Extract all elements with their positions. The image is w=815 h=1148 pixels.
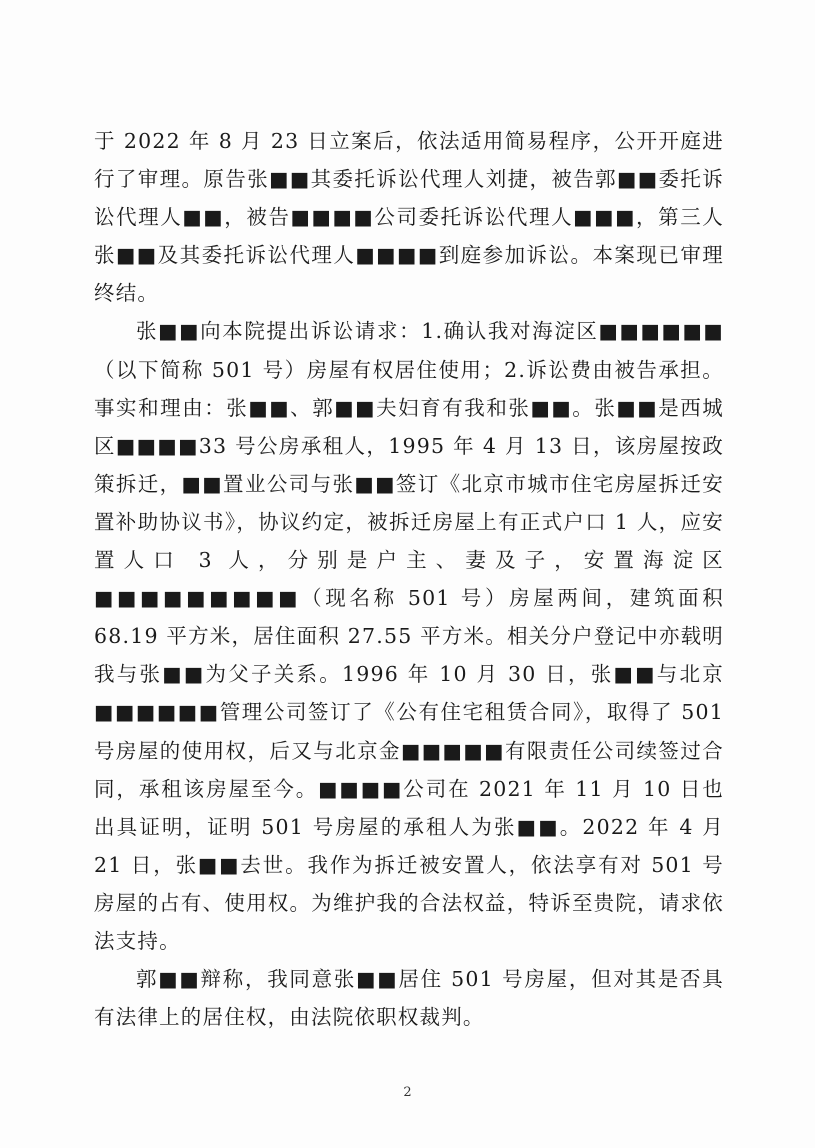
- paragraph-case-intro: 于 2022 年 8 月 23 日立案后，依法适用简易程序，公开开庭进行了审理。原告张■■其委托诉讼代理人刘捷，被告郭■■委托诉讼代理人■■，被告■■■■公司委托诉讼代理人■■■，第三人张■■及其委托诉讼代理人■■■■到庭参加诉讼。本案现已审理终结。: [94, 129, 724, 306]
- paragraph-defendant-response: 郭■■辩称，我同意张■■居住 501 号房屋，但对其是否具有法律上的居住权，由法院依职权裁判。: [94, 967, 724, 1030]
- page-number: 2: [403, 1085, 412, 1100]
- paragraph-plaintiff-claims: 张■■向本院提出诉讼请求：1.确认我对海淀区■■■■■■（以下简称 501 号）房屋有权居住使用；2.诉讼费由被告承担。事实和理由：张■■、郭■■夫妇育有我和张■■。张■■是西城区■■■■33 号公房承租人，1995 年 4 月 13 日，该房屋按政策拆迁，■■置业公司与张■■签订《北京市城市住宅房屋拆迁安置补助协议书》，协议约定，被拆迁房屋上有正式户口 1 人，应安置人口 3 人，分别是户主、妻及子，安置海淀区■■■■■■■■■（现名称 501 号）房屋两间，建筑面积 68.19 平方米，居住面积 27.55 平方米。相关分户登记中亦载明我与张■■为父子关系。1996 年 10 月 30 日，张■■与北京■■■■■■管理公司签订了《公有住宅租赁合同》，取得了 501 号房屋的使用权，后又与北京金■■■■■有限责任公司续签过合同，承租该房屋至今。■■■■公司在 2021 年 11 月 10 日也出具证明，证明 501 号房屋的承租人为张■■。2022 年 4 月 21 日，张■■去世。我作为拆迁被安置人，依法享有对 501 号房屋的占有、使用权。为维护我的合法权益，特诉至贵院，请求依法支持。: [94, 319, 724, 953]
- body-text: [94, 122, 724, 1036]
